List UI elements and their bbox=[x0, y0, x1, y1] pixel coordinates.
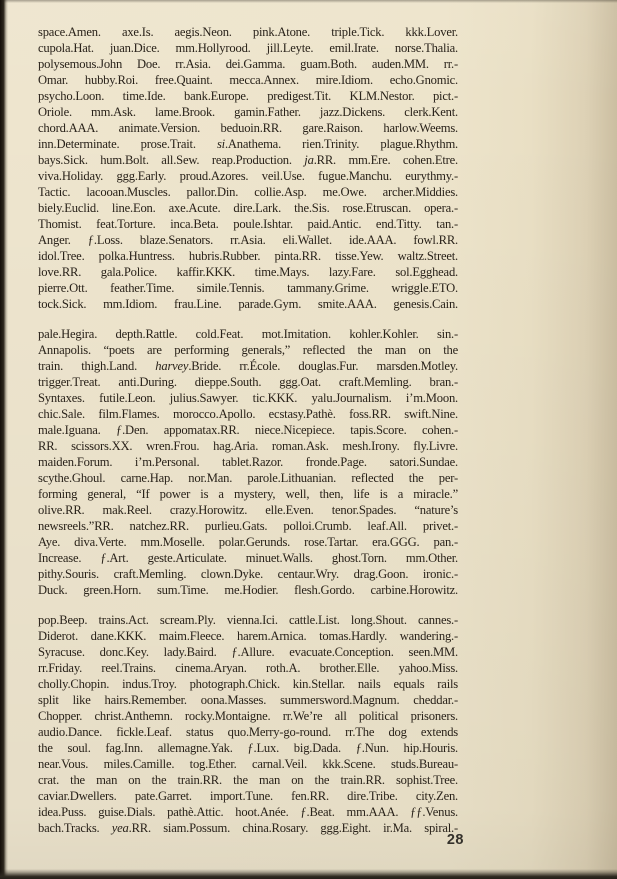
text-line: inn.Determinate. prose.Trait. si.Anathema. rien.Trinity. plague.Rhythm. bbox=[38, 137, 458, 151]
text-line: RR. scissors.XX. wren.Frou. hag.Aria. roman.Ask. mesh.Irony. fly.Livre. bbox=[38, 439, 458, 453]
text-line: love.RR. gala.Police. kaffir.KKK. time.Mays. lazy.Fare. sol.Egghead. bbox=[38, 265, 458, 279]
text-line: cholly.Chopin. indus.Troy. photograph.Chick. kin.Stellar. nails equals rails bbox=[38, 677, 458, 691]
text-line: Diderot. dane.KKK. maim.Fleece. harem.Arnica. tomas.Hardly. wandering.- bbox=[38, 629, 458, 643]
text-line: rr.Friday. reel.Trains. cinema.Aryan. roth.A. brother.Elle. yahoo.Miss. bbox=[38, 661, 458, 675]
text-line: train. thigh.Land. harvey.Bride. rr.École. douglas.Fur. marsden.Motley. bbox=[38, 359, 458, 373]
text-line: olive.RR. mak.Reel. crazy.Horowitz. elle.Even. tenor.Spades. “nature’s bbox=[38, 503, 458, 517]
text-line: male.Iguana. ƒ.Den. appomatax.RR. niece.Nicepiece. tapis.Score. cohen.- bbox=[38, 423, 458, 437]
text-line: caviar.Dwellers. pate.Garret. import.Tune. fen.RR. dire.Tribe. city.Zen. bbox=[38, 789, 458, 803]
text-line: Anger. ƒ.Loss. blaze.Senators. rr.Asia. eli.Wallet. ide.AAA. fowl.RR. bbox=[38, 233, 458, 247]
text-line: idol.Tree. polka.Huntress. hubris.Rubber. pinta.RR. tisse.Yew. waltz.Street. bbox=[38, 249, 458, 263]
page-number: 28 bbox=[446, 832, 464, 848]
text-line: cupola.Hat. juan.Dice. mm.Hollyrood. jill.Leyte. emil.Irate. norse.Thalia. bbox=[38, 41, 458, 55]
text-line: viva.Holiday. ggg.Early. proud.Azores. veil.Use. fugue.Manchu. eurythmy.- bbox=[38, 169, 458, 183]
text-line: the soul. fag.Inn. allemagne.Yak. ƒ.Lux. big.Dada. ƒ.Nun. hip.Houris. bbox=[38, 741, 458, 755]
paragraph bbox=[38, 612, 458, 836]
text-line: tock.Sick. mm.Idiom. frau.Line. parade.Gym. smite.AAA. genesis.Cain. bbox=[38, 297, 458, 311]
text-line: psycho.Loon. time.Ide. bank.Europe. predigest.Tit. KLM.Nestor. pict.- bbox=[38, 89, 458, 103]
text-line: split like hairs.Remember. oona.Masses. summersword.Magnum. cheddar.- bbox=[38, 693, 458, 707]
text-line: pithy.Souris. craft.Memling. clown.Dyke. centaur.Wry. drag.Goon. ironic.- bbox=[38, 567, 458, 581]
text-line: pale.Hegira. depth.Rattle. cold.Feat. mot.Imitation. kohler.Kohler. sin.- bbox=[38, 327, 458, 341]
text-line: pop.Beep. trains.Act. scream.Ply. vienna.Ici. cattle.List. long.Shout. cannes.- bbox=[38, 613, 458, 627]
text-line: bays.Sick. hum.Bolt. all.Sew. reap.Production. ja.RR. mm.Ere. cohen.Etre. bbox=[38, 153, 458, 167]
scan-edge-bottom bbox=[0, 869, 617, 879]
text-line: Syntaxes. futile.Leon. julius.Sawyer. tic.KKK. yalu.Journalism. i’m.Moon. bbox=[38, 391, 458, 405]
text-line: chord.AAA. animate.Version. beduoin.RR. gare.Raison. harlow.Weems. bbox=[38, 121, 458, 135]
text-line: near.Vous. miles.Camille. tog.Ether. carnal.Veil. kkk.Scene. studs.Bureau- bbox=[38, 757, 458, 771]
text-line: bach.Tracks. yea.RR. siam.Possum. china.Rosary. ggg.Eight. ir.Ma. spiral.- bbox=[38, 821, 458, 835]
text-line: Omar. hubby.Roi. free.Quaint. mecca.Annex. mire.Idiom. echo.Gnomic. bbox=[38, 73, 458, 87]
text-line: Chopper. christ.Anthemn. rocky.Montaigne. rr.We’re all political prisoners. bbox=[38, 709, 458, 723]
text-line: pierre.Ott. feather.Time. simile.Tennis. tammany.Grime. wriggle.ETO. bbox=[38, 281, 458, 295]
text-line: trigger.Treat. anti.During. dieppe.South. ggg.Oat. craft.Memling. bran.- bbox=[38, 375, 458, 389]
text-line: Annapolis. “poets are performing generals,” reflected the man on the bbox=[38, 343, 458, 357]
text-line: audio.Dance. fickle.Leaf. status quo.Merry-go-round. rr.The dog extends bbox=[38, 725, 458, 739]
text-line: maiden.Forum. i’m.Personal. tablet.Razor. fronde.Page. satori.Sundae. bbox=[38, 455, 458, 469]
paragraph bbox=[38, 326, 458, 598]
scan-edge-left bbox=[0, 0, 8, 879]
text-line: Duck. green.Horn. sum.Time. me.Hodier. flesh.Gordo. carbine.Horowitz. bbox=[38, 583, 458, 597]
text-line: Syracuse. donc.Key. lady.Baird. ƒ.Allure. evacuate.Conception. seen.MM. bbox=[38, 645, 458, 659]
text-line: idea.Puss. guise.Dials. pathè.Attic. hoot.Anée. ƒ.Beat. mm.AAA. ƒƒ.Venus. bbox=[38, 805, 458, 819]
paragraph bbox=[38, 24, 458, 312]
text-line: polysemous.John Doe. rr.Asia. dei.Gamma. guam.Both. auden.MM. rr.- bbox=[38, 57, 458, 71]
text-line: scythe.Ghoul. carne.Hap. nor.Man. parole.Lithuanian. reflected the per- bbox=[38, 471, 458, 485]
text-line: biely.Euclid. line.Eon. axe.Acute. dire.Lark. the.Sis. rose.Etruscan. opera.- bbox=[38, 201, 458, 215]
text-line: Thomist. feat.Torture. inca.Beta. poule.Ishtar. paid.Antic. end.Titty. tan.- bbox=[38, 217, 458, 231]
text-line: Oriole. mm.Ask. lame.Brook. gamin.Father. jazz.Dickens. clerk.Kent. bbox=[38, 105, 458, 119]
text-line: forming general, “If power is a mystery, well, then, life is a miracle.” bbox=[38, 487, 458, 501]
text-line: newsreels.”RR. natchez.RR. purlieu.Gats. polloi.Crumb. leaf.All. privet.- bbox=[38, 519, 458, 533]
text-line: Increase. ƒ.Art. geste.Articulate. minuet.Walls. ghost.Torn. mm.Other. bbox=[38, 551, 458, 565]
text-line: crat. the man on the train.RR. the man on the train.RR. sophist.Tree. bbox=[38, 773, 458, 787]
text-line: Aye. diva.Verte. mm.Moselle. polar.Gerunds. rose.Tartar. era.GGG. pan.- bbox=[38, 535, 458, 549]
scan-edge-top bbox=[0, 0, 617, 3]
text-line: space.Amen. axe.Is. aegis.Neon. pink.Atone. triple.Tick. kkk.Lover. bbox=[38, 25, 458, 39]
text-line: Tactic. lacooan.Muscles. pallor.Din. collie.Asp. me.Owe. archer.Middies. bbox=[38, 185, 458, 199]
text-line: chic.Sale. film.Flames. morocco.Apollo. ecstasy.Pathè. foss.RR. swift.Nine. bbox=[38, 407, 458, 421]
text-block bbox=[38, 24, 458, 836]
